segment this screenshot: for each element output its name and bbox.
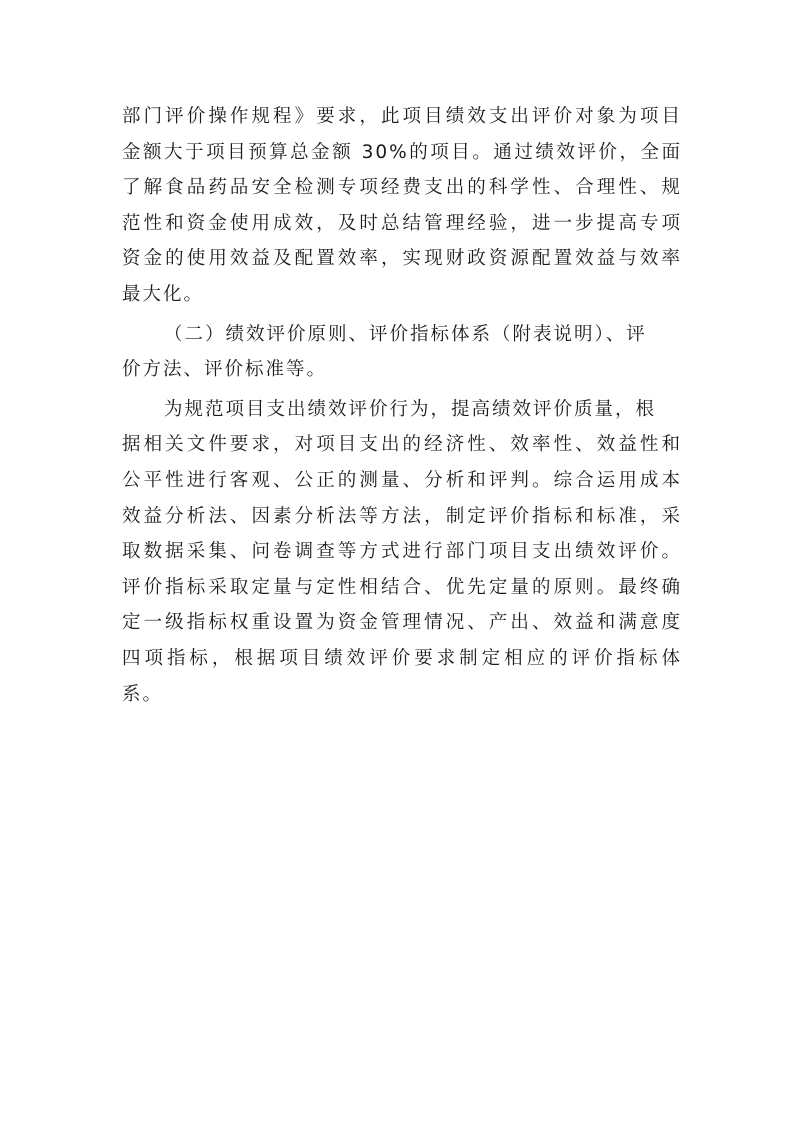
heading-line: 价方法、评价标准等。 xyxy=(122,359,328,381)
text-line: 评价指标采取定量与定性相结合、优先定量的原则。最终确 xyxy=(122,576,682,598)
heading-line: （二）绩效评价原则、评价指标体系（附表说明）、评 xyxy=(164,323,647,345)
text-line: 效益分析法、因素分析法等方法，制定评价指标和标准，采 xyxy=(122,505,682,527)
section-heading-evaluation-principles xyxy=(122,317,682,388)
document-body xyxy=(122,99,682,712)
paragraph-project-scope xyxy=(122,99,682,313)
text-line: 四项指标，根据项目绩效评价要求制定相应的评价指标体 xyxy=(122,647,682,669)
text-line: 资金的使用效益及配置效率，实现财政资源配置效益与效率 xyxy=(122,248,682,270)
text-line: 金额大于项目预算总金额 30%的项目。通过绩效评价，全面 xyxy=(122,141,682,163)
text-line: 公平性进行客观、公正的测量、分析和评判。综合运用成本 xyxy=(122,469,682,491)
text-line: 为规范项目支出绩效评价行为，提高绩效评价质量，根 xyxy=(164,398,657,420)
text-line: 部门评价操作规程》要求，此项目绩效支出评价对象为项目 xyxy=(122,106,682,127)
text-line: 了解食品药品安全检测专项经费支出的科学性、合理性、规 xyxy=(122,177,682,199)
text-line: 据相关文件要求，对项目支出的经济性、效率性、效益性和 xyxy=(122,434,682,456)
text-line: 系。 xyxy=(122,683,164,705)
text-line: 定一级指标权重设置为资金管理情况、产出、效益和满意度 xyxy=(122,612,682,634)
text-line: 范性和资金使用成效，及时总结管理经验，进一步提高专项 xyxy=(122,212,682,234)
text-line: 最大化。 xyxy=(122,283,205,305)
paragraph-evaluation-method xyxy=(122,392,682,712)
text-line: 取数据采集、问卷调查等方式进行部门项目支出绩效评价。 xyxy=(122,541,682,563)
